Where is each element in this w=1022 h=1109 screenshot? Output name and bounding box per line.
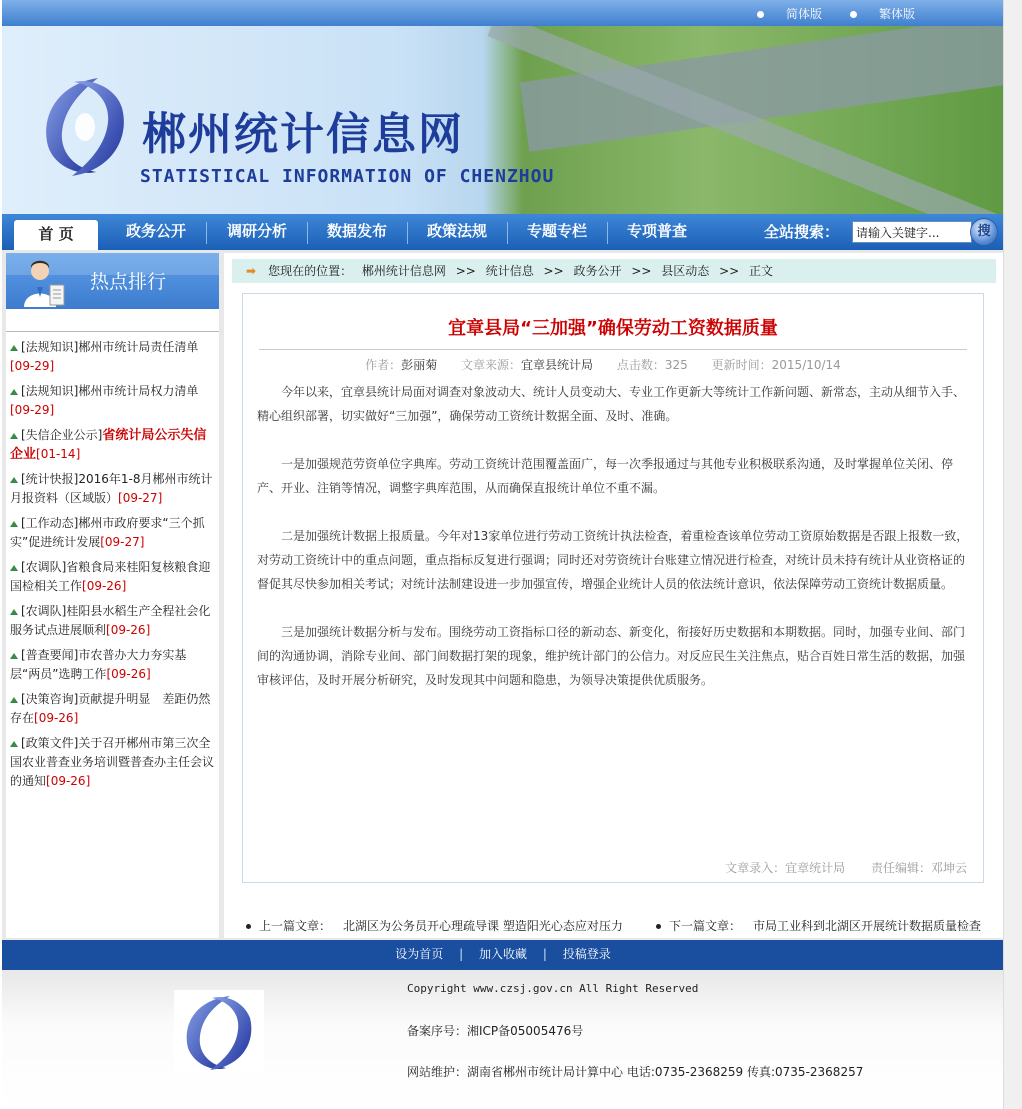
submit-login-link[interactable]: 投稿登录 [562,947,611,961]
entry-value: 宜章统计局 [785,861,846,875]
sidebar-header [6,253,219,309]
list-item-text: [农调队]桂阳县水稻生产全程社会化服务试点进展顺利 [10,604,211,637]
list-item-date: [09-26] [106,623,151,637]
triangle-bullet-icon [10,389,18,395]
triangle-bullet-icon [10,345,18,351]
breadcrumb-link-home[interactable]: 郴州统计信息网 [361,264,446,278]
triangle-bullet-icon [10,477,18,483]
list-item-date: [09-29] [10,403,55,417]
list-item-text: [普查要闻]市农普办大力夯实基层“两员”选聘工作 [10,648,187,681]
editor-value: 邓坤云 [930,861,967,875]
nav-research[interactable]: 调研分析 [226,222,287,240]
breadcrumb-current: 正文 [749,264,774,278]
article-paragraph: 今年以来，宜章县统计局面对调查对象波动大、统计人员变动大、专业工作更新大等统计工作新问题、新常态，主动从细节入手、精心组织部署，切实做好“三加强”，确保劳动工资统计数据全面、及时、准确。 [257,385,966,423]
lang-simplified-link[interactable] [757,5,822,22]
article-body [257,380,969,716]
logo-swirl-icon [174,990,264,1074]
icp-text: 备案序号：湘ICP备05005476号 [407,1024,584,1038]
footer-separator: | [459,947,464,961]
main-nav [2,214,1004,250]
footer-separator: | [542,947,547,961]
bullet-icon [246,924,251,929]
prev-label: 上一篇文章： [259,919,332,933]
list-item-date: [01-14] [36,447,81,461]
nav-special-topics[interactable]: 专题专栏 [526,222,587,240]
avatar-doctor-icon [22,257,66,307]
nav-home[interactable]: 首 页 [14,220,98,250]
breadcrumb-separator: >> [543,264,564,278]
triangle-bullet-icon [10,521,18,527]
list-item-date: [09-26] [34,711,79,725]
breadcrumb-link-county-news[interactable]: 县区动态 [661,264,710,278]
next-article-link[interactable]: 市局工业科到北湖区开展统计数据质量检查 [753,919,982,933]
footer [2,970,1004,1109]
editor-label: 责任编辑： [870,861,931,875]
list-item-text: [法规知识]郴州市统计局权力清单 [21,384,199,398]
site-title: 郴州统计信息网 [142,109,464,160]
list-item[interactable] [6,728,219,791]
next-label: 下一篇文章： [669,919,742,933]
logo-swirl-icon [38,72,130,182]
breadcrumb-separator: >> [719,264,740,278]
source-label: 文章来源： [461,358,522,372]
lang-traditional-label: 繁体版 [879,7,916,21]
article-title: 宜章县局“三加强”确保劳动工资数据质量 [448,318,778,339]
scrollbar[interactable] [1003,0,1022,1109]
site-subtitle: STATISTICAL INFORMATION OF CHENZHOU [140,166,555,187]
list-item-date: [09-26] [106,667,151,681]
set-homepage-link[interactable]: 设为首页 [395,947,444,961]
copyright-text: Copyright www.czsj.gov.cn All Right Reserved [407,982,699,995]
title-divider [259,349,967,350]
updated-label: 更新时间： [711,358,772,372]
next-article [656,917,981,934]
triangle-bullet-icon [10,741,18,747]
article [242,293,984,883]
breadcrumb-link-gov-affairs[interactable]: 政务公开 [573,264,622,278]
list-item-date: [09-26] [46,774,91,788]
list-item[interactable] [6,640,219,684]
triangle-bullet-icon [10,609,18,615]
main-area [2,250,1004,940]
author-value: 彭丽菊 [401,358,438,372]
list-item[interactable] [6,508,219,552]
list-item[interactable] [6,376,219,420]
breadcrumb-arrow-icon: ➡ [246,264,257,278]
page [2,0,1004,1109]
lang-simplified-label: 简体版 [786,7,823,21]
prev-next-nav [246,917,1006,934]
article-paragraph: 二是加强统计数据上报质量。今年对13家单位进行劳动工资统计执法检查，着重检查该单位劳动工资原始数据是否跟上报数一致，对劳动工资统计中的重点问题，重点指标反复进行强调；同时还对劳资统计台账建立情况进行检查，对统计员未持有统计从业资格证的督促其尽快参加相关考试；对统计法制建设进一步加强宣传，增强企业统计人员的依法统计意识，依法保障劳动工资统计数据质量。 [257,529,969,591]
search-icon: 搜 [977,224,991,239]
sidebar [6,253,219,938]
nav-census[interactable]: 专项普查 [626,222,687,240]
list-item-text: [工作动态]郴州市政府要求“三个抓实”促进统计发展 [10,516,205,549]
list-item[interactable] [6,552,219,596]
list-item-text: [法规知识]郴州市统计局责任清单 [21,340,199,354]
list-item[interactable] [6,596,219,640]
breadcrumb-link-stats-info[interactable]: 统计信息 [485,264,534,278]
add-favorite-link[interactable]: 加入收藏 [478,947,527,961]
list-item-text: [政策文件]关于召开郴州市第三次全国农业普查业务培训暨普查办主任会议的通知 [10,736,215,788]
language-bar [2,0,1004,26]
search-input[interactable] [852,221,972,243]
list-item[interactable] [6,332,219,376]
list-item-text: [决策咨询]贡献提升明显 差距仍然存在 [10,692,211,725]
clicks-value: 325 [664,358,688,372]
list-item-date: [09-27] [118,491,163,505]
footer-nav [2,940,1004,970]
search-label: 全站搜索： [764,223,840,241]
breadcrumb-separator: >> [631,264,652,278]
entry-label: 文章录入： [725,861,786,875]
nav-data-release[interactable]: 数据发布 [326,222,387,240]
triangle-bullet-icon [10,433,18,439]
updated-value: 2015/10/14 [771,358,841,372]
list-item-text: [失信企业公示] [21,428,103,442]
article-paragraph: 一是加强规范劳资单位字典库。劳动工资统计范围覆盖面广，每一次季报通过与其他专业积极联系沟通，及时掌握单位关闭、停产、开业、注销等情况，调整字典库范围，从而确保直报统计单位不重不漏。 [257,457,954,495]
list-item-text: [统计快报]2016年1-8月郴州市统计月报资料（区域版） [10,472,213,505]
nav-gov-affairs[interactable]: 政务公开 [125,222,186,240]
header-banner [2,26,1004,214]
bullet-icon [656,924,661,929]
list-item[interactable] [6,464,219,508]
content-panel [224,253,1004,938]
prev-article-link[interactable]: 北湖区为公务员开心理疏导课 塑造阳光心态应对压力 [343,919,623,933]
triangle-bullet-icon [10,653,18,659]
author-label: 作者： [365,358,402,372]
search-button[interactable] [970,218,998,246]
article-editor-info [725,859,967,876]
triangle-bullet-icon [10,565,18,571]
list-item[interactable] [6,420,219,464]
list-item[interactable] [6,684,219,728]
list-item-highlight: 省统计局公示失信企业 [10,428,207,462]
maintainer-text: 网站维护：湖南省郴州市统计局计算中心 电话:0735-2368259 传真:0735-2368257 [407,1065,864,1079]
list-item-date: [09-27] [100,535,145,549]
breadcrumb-label: 您现在的位置： [268,264,353,278]
article-paragraph: 三是加强统计数据分析与发布。围绕劳动工资指标口径的新动态、新变化，衔接好历史数据和本期数据。同时，加强专业间、部门间的沟通协调，消除专业间、部门间数据打架的现象，维护统计部门的公信力。对反应民生关注焦点，贴合百姓日常生活的数据，加强审核评估，及时开展分析研究，及时发现其中问题和隐患，为领导决策提供优质服务。 [257,625,966,687]
list-item-text: [农调队]省粮食局来桂阳复核粮食迎国检相关工作 [10,560,211,593]
nav-policy[interactable]: 政策法规 [426,222,487,240]
bullet-icon [757,11,764,18]
sidebar-title: 热点排行 [90,271,167,293]
bullet-icon [850,11,857,18]
triangle-bullet-icon [10,697,18,703]
list-item-date: [09-29] [10,359,55,373]
list-item-date: [09-26] [82,579,127,593]
source-value: 宜章县统计局 [521,358,594,372]
breadcrumb-separator: >> [455,264,476,278]
clicks-label: 点击数： [616,358,665,372]
article-meta [243,356,983,373]
lang-traditional-link[interactable] [850,5,915,22]
hot-list [6,331,219,791]
breadcrumb [232,259,996,283]
